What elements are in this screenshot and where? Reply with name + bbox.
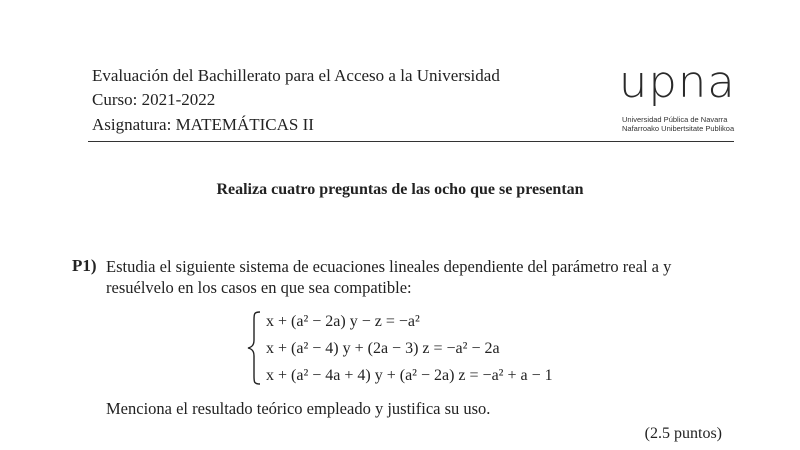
question-text: Estudia el siguiente sistema de ecuaciones lineales dependiente del parámetro real a y resuélvelo en los casos en que sea compatible:	[106, 257, 672, 297]
upna-logo	[620, 58, 735, 138]
question-label: P1)	[72, 256, 97, 275]
equation-1: x + (a² − 2a) y − z = −a²	[266, 313, 420, 330]
exam-title: Evaluación del Bachillerato para el Acceso a la Universidad	[92, 66, 500, 85]
equation-system	[246, 310, 606, 386]
logo-subtitle-es: Universidad Pública de Navarra	[622, 115, 728, 124]
subject: Asignatura: MATEMÁTICAS II	[92, 115, 314, 134]
left-brace-icon	[246, 310, 262, 386]
points-label: (2.5 puntos)	[644, 425, 722, 442]
course-year: Curso: 2021-2022	[92, 90, 216, 109]
closing-instruction: Menciona el resultado teórico empleado y justifica su uso.	[106, 399, 491, 418]
logo-subtitle-eu: Nafarroako Unibertsitate Publikoa	[622, 124, 735, 133]
equation-3: x + (a² − 4a + 4) y + (a² − 2a) z = −a² + a − 1	[266, 367, 553, 384]
equation-2: x + (a² − 4) y + (2a − 3) z = −a² − 2a	[266, 340, 500, 357]
logo-wordmark: upna	[618, 57, 736, 108]
header-divider	[88, 141, 734, 142]
instructions: Realiza cuatro preguntas de las ocho que se presentan	[216, 181, 584, 198]
